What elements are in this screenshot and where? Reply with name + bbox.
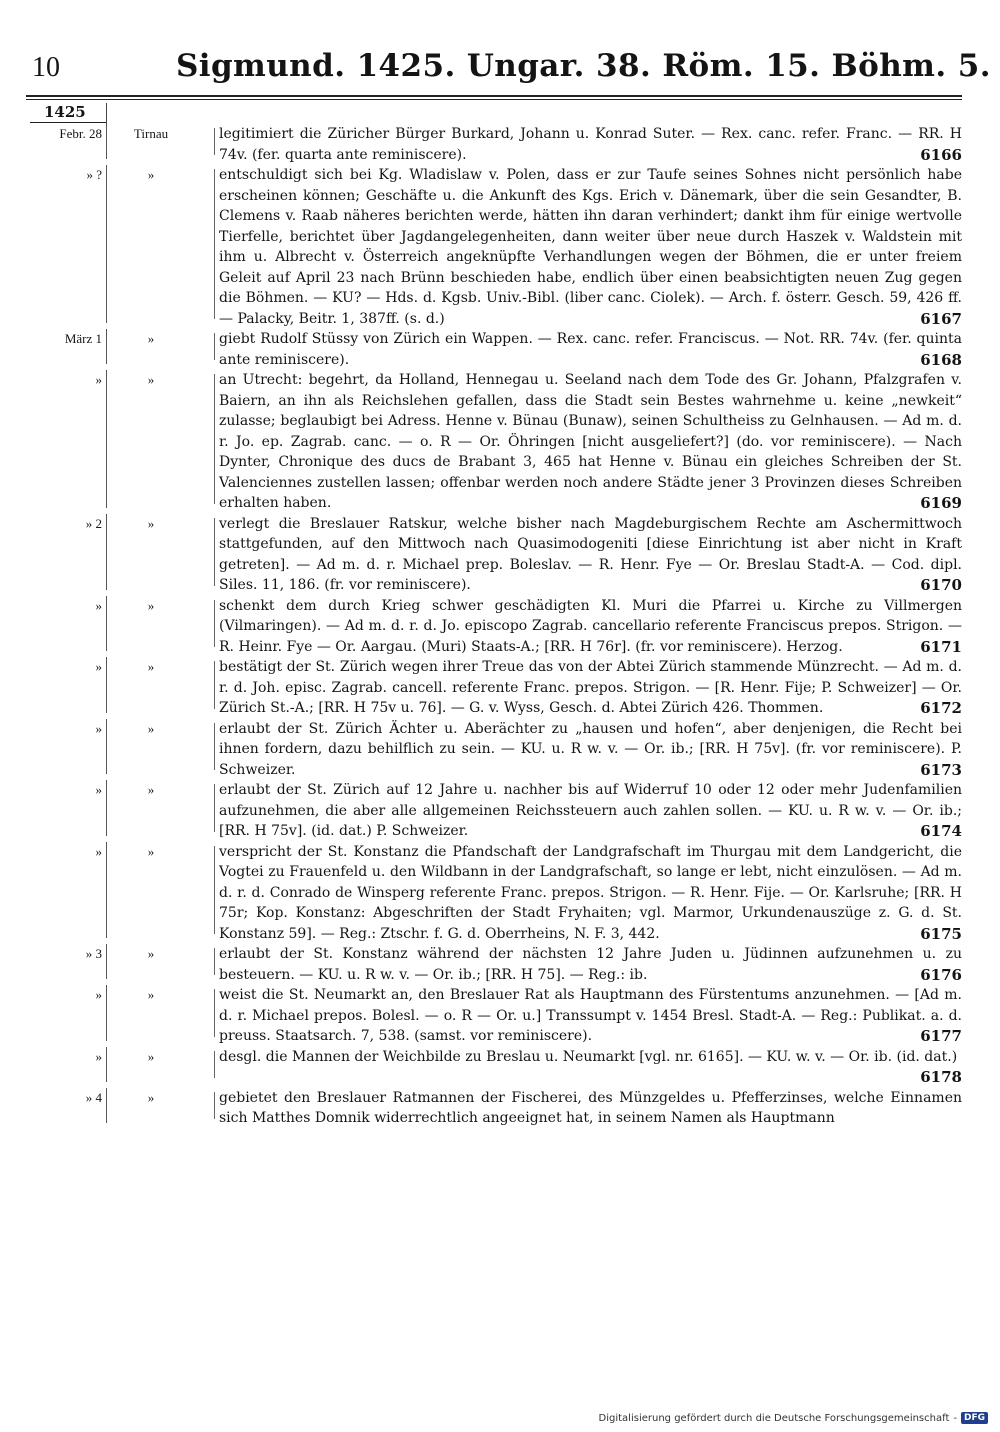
entry-text: desgl. die Mannen der Weichbilde zu Breslau u. Neumarkt [vgl. nr. 6165]. — KU. w. v. — Or. ib. (id. dat.): [219, 1048, 958, 1065]
entry-text-block: [217, 165, 962, 329]
entry-date: »: [95, 843, 102, 859]
regest-entry: [26, 944, 966, 985]
regest-entry: [26, 657, 966, 719]
text-column-rule: [214, 169, 215, 319]
regest-entry: [26, 1088, 966, 1129]
entry-number: 6172: [920, 699, 962, 717]
entry-text: weist die St. Neumarkt an, den Breslauer Rat als Hauptmann des Fürstentums anzunehmen. — [Ad m. d. r. Michael prepos. Bolesl. — o. R — Or. u.] Transsumpt v. 1454 Bresl. Stadt-A. — Reg.: Publikat. a. d. preuss. Staatsarch. 7, 538. (samst. vor reminiscere).: [219, 987, 962, 1044]
entry-date: » 2: [85, 515, 102, 531]
entry-text: gebietet den Breslauer Ratmannen der Fischerei, des Münzgeldes u. Pfefferzinses, welche Einnamen sich Matthes Domnik widerrechtlich angeeignet hat, in seinem Namen als Hauptmann: [219, 1089, 962, 1126]
entry-place: »: [147, 720, 155, 736]
date-column-rule: [106, 780, 107, 836]
page-number: 10: [32, 52, 60, 83]
regest-entry: [26, 985, 966, 1047]
regest-entry: [26, 780, 966, 842]
entry-date: »: [95, 987, 102, 1002]
entry-date: » ?: [86, 167, 102, 182]
text-column-rule: [214, 1051, 215, 1078]
entry-text-block: [217, 1088, 962, 1129]
date-column-rule: [106, 165, 107, 323]
entry-text: verspricht der St. Konstanz die Pfandschaft der Landgrafschaft im Thurgau mit dem Landgericht, die Vogtei zu Frauenfeld u. den Wildbann in der Landgrafschaft, so lange er lebt, nicht einzulösen. — Ad m. d. r. d. Conrado de Winsperg referente Franc. prepos. Strigon. — R. Henr. Fije. — Or. Karlsruhe; [RR. H 75r; Kop. Konstanz: Abgeschriften der Stadt Fryhaiten; vgl. Marmor, Urkundenauszüge z. G. d. St. Konstanz 59]. — Reg.: Ztschr. f. G. d. Oberrheins, N. F. 3, 442.: [219, 843, 962, 942]
header-rule: [26, 95, 962, 97]
regest-entry: [26, 370, 966, 514]
regesta-list: [26, 124, 966, 1129]
entry-date: »: [95, 782, 102, 797]
date-column-rule: [106, 944, 107, 979]
text-column-rule: [214, 989, 215, 1037]
date-column-rule: [106, 1088, 107, 1123]
regest-entry: [26, 719, 966, 781]
text-column-rule: [214, 661, 215, 709]
entry-date: »: [95, 659, 102, 674]
entry-text-block: [217, 780, 962, 842]
entry-place: »: [147, 331, 155, 346]
regest-entry: [26, 596, 966, 658]
entry-text: erlaubt der St. Zürich Ächter u. Aberächter zu „hausen und hofen“, aber denjenigen, die Recht bei ihnen fordern, dazu behilflich zu sein. — KU. u. R w. v. — Or. ib.; [RR. H 75v]. (fr. vor reminiscere). P. Schweizer.: [219, 720, 962, 778]
text-column-rule: [214, 948, 215, 975]
entry-date: »: [95, 597, 102, 613]
entry-number: 6174: [920, 822, 962, 840]
entry-place: »: [147, 782, 155, 797]
entry-text: erlaubt der St. Konstanz während der nächsten 12 Jahre Juden u. Jüdinnen aufzunehmen u. zu besteuern. — KU. u. R w. v. — Or. ib.; [RR. H 75]. — Reg.: ib.: [219, 946, 962, 983]
regest-entry: [26, 165, 966, 329]
entry-number: 6176: [920, 965, 962, 984]
entry-text-block: [217, 842, 962, 945]
entry-text: entschuldigt sich bei Kg. Wladislaw v. Polen, dass er zur Taufe seines Sohnes nicht persönlich habe erscheinen können; Geschäfte u. die Ankunft des Kgs. Erich v. Dänemark, über die sein Gesandter, B. Clemens v. Raab näheres berichten werde, hätten ihn daran verhindert; dankt ihm für einige wertvolle Tierfelle, berichtet über Jagdangelegenheiten, dann weiter über neue durch Haszek v. Waldstein mit ihm u. Albrecht v. Österreich angeknüpfte Verhandlungen wegen der Böhmen, die er unter freiem Geleit auf April 23 nach Brünn beschieden habe, endlich über einen beabsichtigten neuen Zug gegen die Böhmen. — KU? — Hds. d. Kgsb. Univ.-Bibl. (liber canc. Ciolek). — Arch. f. österr. Gesch. 59, 426 ff. — Palacky, Beitr. 1, 387ff. (s. d.): [219, 167, 962, 327]
entry-number: 6166: [920, 145, 962, 164]
entry-place: »: [147, 597, 155, 613]
entry-text-block: [217, 370, 962, 514]
entry-date: März 1: [64, 331, 102, 346]
date-column-rule: [106, 514, 107, 590]
entry-place: »: [147, 515, 155, 531]
text-column-rule: [214, 128, 215, 155]
entry-text-block: [217, 657, 962, 719]
running-title: Sigmund. 1425. Ungar. 38. Röm. 15. Böhm. 5.: [176, 48, 991, 84]
entry-date: »: [95, 720, 102, 736]
entry-place: »: [147, 1089, 155, 1105]
text-column-rule: [214, 784, 215, 832]
entry-date: » 4: [85, 1089, 102, 1105]
footer-separator: -: [953, 1412, 957, 1424]
text-column-rule: [214, 518, 215, 586]
entry-text-block: [217, 514, 962, 596]
entry-date: »: [95, 1048, 102, 1064]
date-column-rule: [106, 985, 107, 1041]
entry-date: » 3: [85, 946, 102, 961]
entry-number: 6170: [920, 576, 962, 594]
entry-number: 6171: [920, 637, 962, 656]
regest-entry: [26, 329, 966, 370]
date-column-rule: [106, 124, 107, 159]
entry-text-block: [217, 944, 962, 985]
entry-text: legitimiert die Züricher Bürger Burkard, Johann u. Konrad Suter. — Rex. canc. refer. Franc. — RR. H 74v. (fer. quarta ante reminiscere).: [219, 126, 962, 163]
entry-number: 6173: [920, 760, 962, 779]
entry-text: erlaubt der St. Zürich auf 12 Jahre u. nachher bis auf Widerruf 10 oder 12 oder mehr Judenfamilien aufzunehmen, die aber alle allgemeinen Reichssteuern auch zahlen sollen. — KU. u. R w. v. — Or. ib.; [RR. H 75v]. (id. dat.) P. Schweizer.: [219, 782, 962, 839]
entry-text: bestätigt der St. Zürich wegen ihrer Treue das von der Abtei Zürich stammende Münzrecht. — Ad m. d. r. d. Joh. episc. Zagrab. cancell. referente Franc. prepos. Strigon. — [R. Henr. Fije; P. Schweizer] — Or. Zürich St.-A.; [RR. H 75v u. 76]. — G. v. Wyss, Gesch. d. Abtei Zürich 426. Thommen.: [219, 659, 962, 716]
entry-date: Febr. 28: [59, 126, 102, 141]
entry-text-block: [217, 985, 962, 1047]
entry-text-block: [217, 329, 962, 370]
entry-place: Tirnau: [133, 126, 169, 141]
text-column-rule: [214, 723, 215, 771]
date-column-rule: [106, 370, 107, 508]
date-column-rule: [106, 1047, 107, 1082]
date-column-rule: [106, 842, 107, 939]
entry-number: 6167: [920, 309, 962, 328]
entry-text-block: [217, 719, 962, 781]
text-column-rule: [214, 846, 215, 935]
entry-number: 6168: [920, 350, 962, 369]
entry-number: 6169: [920, 494, 962, 512]
text-column-rule: [214, 600, 215, 648]
footer: [599, 1412, 988, 1424]
regest-entry: [26, 514, 966, 596]
date-column-rule: [106, 596, 107, 652]
entry-place: »: [147, 372, 155, 387]
entry-text-block: [217, 124, 962, 165]
entry-number: 6175: [920, 924, 962, 943]
dfg-logo: DFG: [961, 1412, 988, 1424]
entry-text: schenkt dem durch Krieg schwer geschädigten Kl. Muri die Pfarrei u. Kirche zu Villmergen (Vilmaringen). — Ad m. d. r. d. Jo. episcopo Zagrab. cancellario referente Franciscus prepos. Strigon. — R. Heinr. Fye — Or. Aargau. (Muri) Staats-A.; [RR. H 76r]. (fr. vor reminiscere). Herzog.: [219, 597, 962, 655]
header-rule-thin: [26, 99, 962, 100]
text-column-rule: [214, 1092, 215, 1119]
entry-place: »: [147, 167, 155, 182]
entry-number: 6177: [920, 1027, 962, 1045]
entry-text: an Utrecht: begehrt, da Holland, Hennegau u. Seeland nach dem Tode des Gr. Johann, Pfalzgrafen v. Baiern, an ihn als Reichslehen gefallen, dass die Stadt sein Bestes wahrnehme u. keine „newkeit“ zulasse; beglaubigt bei Adress. Henne v. Bünau (Bunaw), seinen Schultheiss zu Gelnhausen. — Ad m. d. r. Jo. ep. Zagrab. canc. — o. R — Or. Öhringen [nicht ausgeliefert?] (do. vor reminiscere). — Nach Dynter, Chronique des ducs de Brabant 3, 465 hat Henne v. Bünau ein gleiches Schreiben der St. Valenciennes zustellen lassen; offenbar werden noch andere Städte jener 3 Provinzen dieses Schreiben erhalten haben.: [219, 372, 962, 511]
entry-date: »: [95, 372, 102, 387]
regest-entry: [26, 124, 966, 165]
entry-place: »: [147, 843, 155, 859]
text-column-rule: [214, 333, 215, 360]
column-rule: [106, 103, 107, 125]
date-column-rule: [106, 329, 107, 364]
year-heading: 1425: [44, 103, 86, 121]
entry-text: giebt Rudolf Stüssy von Zürich ein Wappen. — Rex. canc. refer. Franciscus. — Not. RR. 74v. (fer. quinta ante reminiscere).: [219, 331, 962, 368]
entry-text: verlegt die Breslauer Ratskur, welche bisher nach Magdeburgischem Rechte am Aschermittwoch stattgefunden, auf den Mittwoch nach Quasimodogeniti [diese Einrichtung ist aber nicht in Kraft getreten]. — Ad m. d. r. Michael prep. Boleslav. — R. Henr. Fye — Or. Breslau Stadt-A. — Cod. dipl. Siles. 11, 186. (fr. vor reminiscere).: [219, 515, 962, 593]
entry-place: »: [147, 987, 155, 1002]
entry-place: »: [147, 659, 155, 674]
entry-number: 6178: [920, 1068, 962, 1086]
entry-place: »: [147, 1048, 155, 1064]
text-column-rule: [214, 374, 215, 504]
date-column-rule: [106, 657, 107, 713]
entry-text-block: [217, 1047, 962, 1088]
entry-place: »: [147, 946, 155, 961]
entry-text-block: [217, 596, 962, 658]
regest-entry: [26, 1047, 966, 1088]
date-column-rule: [106, 719, 107, 775]
year-rule: [30, 122, 106, 123]
footer-credit: Digitalisierung gefördert durch die Deutsche Forschungsgemeinschaft: [598, 1412, 950, 1424]
regest-entry: [26, 842, 966, 945]
